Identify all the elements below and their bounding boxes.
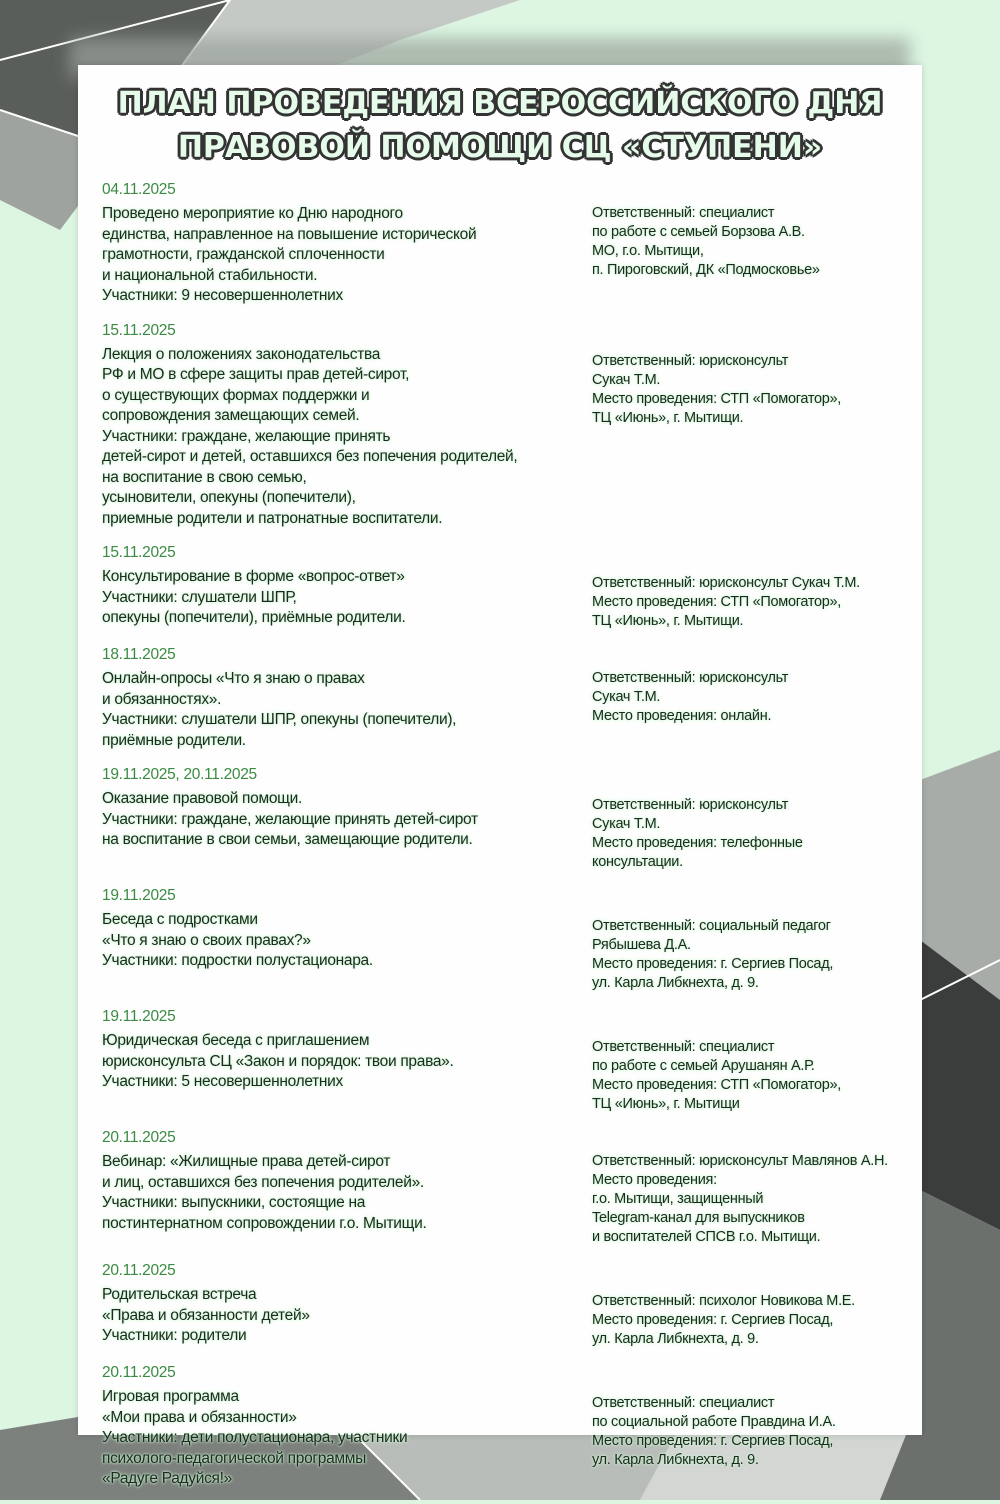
- event-details: [592, 1152, 922, 1247]
- event-entry: [102, 1007, 922, 1114]
- details-line: Место проведения: г. Сергиев Посад,: [592, 1433, 834, 1449]
- details-line: Ответственный: юрисконсульт: [592, 797, 789, 813]
- details-line: Сукач Т.М.: [592, 816, 661, 832]
- description-line: Вебинар: «Жилищные права детей-сирот: [102, 1153, 391, 1170]
- details-line: Место проведения: г. Сергиев Посад,: [592, 1312, 834, 1328]
- event-description: [102, 1031, 592, 1093]
- event-description: [102, 1387, 592, 1490]
- event-description: [102, 204, 592, 307]
- details-line: Место проведения: телефонные: [592, 835, 803, 851]
- event-list: [102, 180, 922, 1504]
- event-details: [592, 669, 922, 726]
- description-line: приемные родители и патронатные воспитатели.: [102, 509, 443, 527]
- page-title: [78, 82, 922, 170]
- details-line: МО, г.о. Мытищи,: [592, 243, 704, 259]
- description-line: Участники: родители: [102, 1327, 247, 1344]
- event-entry: [102, 180, 922, 307]
- event-row: [102, 1285, 922, 1349]
- event-date: 18.11.2025: [102, 646, 176, 663]
- details-line: Ответственный: юрисконсульт Мавлянов А.Н.: [592, 1153, 888, 1169]
- description-line: Юридическая беседа с приглашением: [102, 1032, 370, 1049]
- event-row: [102, 1387, 922, 1490]
- description-line: и обязанностях».: [102, 690, 222, 708]
- details-line: Ответственный: юрисконсульт Сукач Т.М.: [592, 575, 860, 591]
- event-description: [102, 910, 592, 972]
- description-line: и национальной стабильности.: [102, 266, 318, 284]
- event-entry: [102, 321, 922, 530]
- details-line: Место проведения: СТП «Помогатор»,: [592, 390, 842, 407]
- event-description: [102, 669, 592, 751]
- event-entry: [102, 1363, 922, 1490]
- event-row: [102, 789, 922, 872]
- details-line: по социальной работе Правдина И.А.: [592, 1414, 836, 1430]
- details-line: Место проведения: СТП «Помогатор»,: [592, 594, 842, 610]
- description-line: единства, направленное на повышение исторической: [102, 225, 477, 243]
- details-line: Ответственный: социальный педагог: [592, 918, 831, 934]
- details-line: ул. Карла Либкнехта, д. 9.: [592, 1452, 759, 1468]
- details-line: Ответственный: специалист: [592, 1395, 775, 1411]
- event-date: 19.11.2025: [102, 887, 176, 904]
- description-line: Лекция о положениях законодательства: [102, 345, 381, 363]
- event-details: [592, 1285, 922, 1349]
- description-line: Проведено мероприятие ко Дню народного: [102, 205, 403, 222]
- details-line: Место проведения:: [592, 1172, 717, 1188]
- description-line: Участники: слушатели ШПР,: [102, 588, 297, 606]
- event-date: 15.11.2025: [102, 321, 176, 339]
- event-details: [592, 1387, 922, 1470]
- event-row: [102, 345, 922, 530]
- event-description: [102, 789, 592, 851]
- event-description: [102, 1152, 592, 1234]
- description-line: Оказание правовой помощи.: [102, 790, 302, 807]
- event-row: [102, 669, 922, 751]
- description-line: и лиц, оставшихся без попечения родителей».: [102, 1173, 424, 1191]
- description-line: Участники: выпускники, состоящие на: [102, 1194, 366, 1211]
- details-line: Сукач Т.М.: [592, 689, 661, 705]
- event-date: 20.11.2025: [102, 1129, 176, 1146]
- title-line-2: ПРАВОВОЙ ПОМОЩИ СЦ «СТУПЕНИ»: [177, 130, 823, 165]
- description-line: Онлайн-опросы «Что я знаю о правах: [102, 670, 365, 687]
- description-line: РФ и МО в сфере защиты прав детей-сирот,: [102, 366, 410, 383]
- event-description: [102, 1285, 592, 1347]
- description-line: Участники: дети полустационара, участники: [102, 1429, 408, 1446]
- event-entry: [102, 543, 922, 631]
- event-date: 04.11.2025: [102, 181, 176, 198]
- event-details: [592, 1031, 922, 1114]
- details-line: Ответственный: юрисконсульт: [592, 352, 789, 369]
- event-entry: [102, 645, 922, 751]
- details-line: ул. Карла Либкнехта, д. 9.: [592, 975, 759, 991]
- description-line: Участники: слушатели ШПР, опекуны (попечители),: [102, 711, 457, 728]
- event-details: [592, 789, 922, 872]
- event-entry: [102, 1261, 922, 1349]
- description-line: «Что я знаю о своих правах?»: [102, 931, 311, 949]
- details-line: г.о. Мытищи, защищенный: [592, 1191, 764, 1207]
- description-line: Консультирование в форме «вопрос-ответ»: [102, 568, 405, 585]
- description-line: на воспитание в свою семью,: [102, 468, 307, 486]
- description-line: приёмные родители.: [102, 731, 246, 749]
- event-description: [102, 567, 592, 629]
- event-row: [102, 204, 922, 307]
- event-entry: [102, 886, 922, 993]
- description-line: усыновители, опекуны (попечители),: [102, 489, 356, 506]
- description-line: Участники: граждане, желающие принять детей-сирот: [102, 810, 478, 828]
- details-line: Ответственный: специалист: [592, 1039, 775, 1055]
- event-row: [102, 1152, 922, 1247]
- description-line: «Права и обязанности детей»: [102, 1306, 310, 1324]
- details-line: по работе с семьей Арушанян А.Р.: [592, 1058, 815, 1074]
- details-line: п. Пироговский, ДК «Подмосковье»: [592, 262, 820, 278]
- details-line: Место проведения: СТП «Помогатор»,: [592, 1077, 842, 1093]
- description-line: о существующих формах поддержки и: [102, 386, 370, 404]
- details-line: Место проведения: онлайн.: [592, 708, 772, 724]
- event-row: [102, 567, 922, 631]
- event-date: 19.11.2025, 20.11.2025: [102, 766, 257, 783]
- event-details: [592, 345, 922, 428]
- details-line: Сукач Т.М.: [592, 371, 661, 388]
- description-line: на воспитание в свои семьи, замещающие родители.: [102, 831, 473, 848]
- details-line: консультации.: [592, 854, 683, 870]
- description-line: «Мои права и обязанности»: [102, 1408, 297, 1426]
- title-line-1: ПЛАН ПРОВЕДЕНИЯ ВСЕРОССИЙСКОГО ДНЯ: [117, 86, 883, 121]
- event-entry: [102, 1128, 922, 1247]
- description-line: сопровождения замещающих семей.: [102, 407, 360, 424]
- details-line: ул. Карла Либкнехта, д. 9.: [592, 1331, 759, 1347]
- details-line: ТЦ «Июнь», г. Мытищи.: [592, 613, 744, 629]
- details-line: Ответственный: специалист: [592, 205, 775, 221]
- details-line: Ответственный: психолог Новикова М.Е.: [592, 1293, 855, 1309]
- description-line: Игровая программа: [102, 1388, 239, 1405]
- description-line: Участники: подростки полустационара.: [102, 952, 373, 969]
- event-date: 19.11.2025: [102, 1008, 176, 1025]
- event-date: 15.11.2025: [102, 544, 176, 561]
- description-line: «Радуге Радуйся!»: [102, 1470, 232, 1487]
- description-line: психолого-педагогической программы: [102, 1449, 366, 1467]
- details-line: по работе с семьей Борзова А.В.: [592, 224, 805, 240]
- description-line: юрисконсульта СЦ «Закон и порядок: твои права».: [102, 1052, 454, 1070]
- event-details: [592, 567, 922, 631]
- event-entry: [102, 765, 922, 872]
- event-row: [102, 1031, 922, 1114]
- event-details: [592, 204, 922, 280]
- details-line: Ответственный: юрисконсульт: [592, 670, 789, 686]
- event-description: [102, 345, 592, 530]
- event-details: [592, 910, 922, 993]
- description-line: Участники: 9 несовершеннолетних: [102, 287, 343, 304]
- description-line: постинтернатном сопровождении г.о. Мытищи.: [102, 1214, 427, 1232]
- event-row: [102, 910, 922, 993]
- details-line: ТЦ «Июнь», г. Мытищи: [592, 1096, 740, 1112]
- description-line: Родительская встреча: [102, 1286, 257, 1303]
- event-date: 20.11.2025: [102, 1262, 176, 1279]
- description-line: Участники: 5 несовершеннолетних: [102, 1073, 343, 1090]
- details-line: Рябышева Д.А.: [592, 937, 691, 953]
- details-line: ТЦ «Июнь», г. Мытищи.: [592, 409, 744, 426]
- description-line: Участники: граждане, желающие принять: [102, 427, 391, 445]
- description-line: Беседа с подростками: [102, 911, 258, 928]
- details-line: Место проведения: г. Сергиев Посад,: [592, 956, 834, 972]
- event-date: 20.11.2025: [102, 1364, 176, 1381]
- description-line: детей-сирот и детей, оставшихся без попечения родителей,: [102, 448, 518, 465]
- description-line: грамотности, гражданской сплоченности: [102, 246, 385, 263]
- details-line: и воспитателей СПСВ г.о. Мытищи.: [592, 1229, 821, 1245]
- description-line: опекуны (попечители), приёмные родители.: [102, 609, 406, 626]
- details-line: Telegram-канал для выпускников: [592, 1210, 805, 1226]
